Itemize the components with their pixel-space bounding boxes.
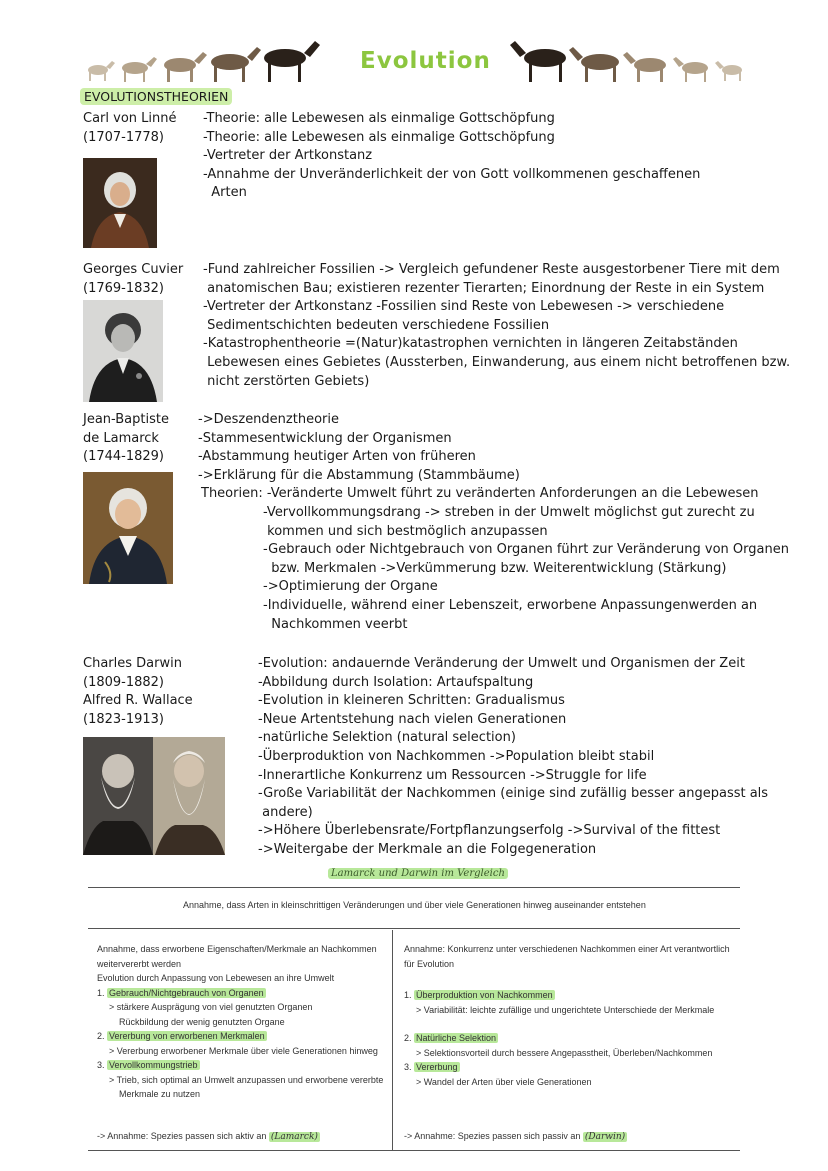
linne-text (203, 110, 700, 203)
text-line: -Gebrauch oder Nichtgebrauch von Organen führt zur Veränderung von Organen (263, 542, 789, 558)
darwin-wallace-portrait (83, 737, 225, 855)
text-line: Sedimentschichten bedeuten verschiedene Fossilien (203, 317, 550, 333)
lamarck-name: Jean-Baptiste de Lamarck (1744-1829) (83, 412, 169, 465)
text-line: -Neue Artentstehung nach vielen Generationen (258, 711, 567, 727)
text-line: > Variabilität: leichte zufällige und ungerichtete Unterschiede der Merkmale (416, 1004, 715, 1015)
text-line: > Selektionsvorteil durch bessere Angepasstheit, Überleben/Nachkommen (416, 1047, 713, 1058)
text-line: -Theorie: alle Lebewesen als einmalige Gottschöpfung (203, 129, 555, 145)
horses-right-illustration (510, 36, 750, 86)
text-line: Theorien: -Veränderte Umwelt führt zu veränderten Anforderungen an die Lebewesen (201, 486, 759, 502)
text-line: anatomischen Bau; existieren rezenter Tierarten; Einordnung der Reste in ein System (203, 280, 765, 296)
darwin-column (404, 942, 730, 971)
text-line: -Vertreter der Artkonstanz (203, 148, 373, 164)
text-line: -Fund zahlreicher Fossilien -> Vergleich gefundener Reste ausgestorbener Tiere mit dem (203, 262, 780, 277)
text-line: -Theorie: alle Lebewesen als einmalige Gottschöpfung (203, 111, 555, 126)
text-line: Rückbildung der wenig genutzten Organe (119, 1016, 285, 1027)
cuvier-portrait (83, 300, 163, 402)
text-line: für Evolution (404, 958, 455, 969)
text-line: Arten (203, 185, 247, 201)
text-line: Nachkommen veerbt (263, 616, 408, 632)
linne-name: Carl von Linné (1707-1778) (83, 111, 177, 145)
cuvier-text (203, 261, 790, 391)
section-label: EVOLUTIONSTHEORIEN (80, 88, 232, 105)
comparison-title: Lamarck und Darwin im Vergleich (328, 868, 508, 879)
text-line: ->Höhere Überlebensrate/Fortpflanzungserfolg ->Survival of the fittest (258, 823, 721, 839)
text-line: -Innerartliche Konkurrenz um Ressourcen ->Struggle for life (258, 767, 647, 783)
lamarck-conclusion: -> Annahme: Spezies passen sich aktiv an (Lamarck) (97, 1131, 318, 1142)
text-line: -Katastrophentheorie =(Natur)katastrophen vernichten in längeren Zeitabständen (203, 336, 738, 352)
text-line: Lebewesen eines Gebietes (Aussterben, Einwanderung, aus einem nicht betroffenen bzw. (203, 354, 791, 370)
column-divider (392, 930, 393, 1150)
text-line: -Abbildung durch Isolation: Artaufspaltung (258, 674, 534, 690)
common-assumption: Annahme, dass Arten in kleinschrittigen Veränderungen und über viele Generationen hinweg auseinander entstehen (183, 900, 646, 910)
text-line: > Trieb, sich optimal an Umwelt anzupassen und erworbene vererbte (109, 1074, 384, 1085)
cuvier-name: Georges Cuvier (1769-1832) (83, 262, 184, 296)
text-line: > stärkere Ausprägung von viel genutzten Organen (109, 1002, 313, 1012)
lamarck-text (198, 411, 759, 504)
text-line: nicht zerstörten Gebiets) (203, 373, 370, 389)
text-line: ->Deszendenztheorie (198, 412, 339, 427)
text-line: -Individuelle, während einer Lebenszeit, erworbene Anpassungenwerden an (263, 597, 758, 613)
text-line: -Abstammung heutiger Arten von früheren (198, 449, 476, 465)
horses-left-illustration (80, 36, 320, 86)
text-line: Annahme, dass erworbene Eigenschaften/Merkmale an Nachkommen (97, 944, 377, 954)
lamarck-portrait (83, 472, 173, 584)
darwin-conclusion: -> Annahme: Spezies passen sich passiv an (Darwin) (404, 1131, 626, 1142)
text-line: weitervererbt werden (97, 958, 182, 969)
darwin-points (404, 988, 714, 1089)
page-title: Evolution (360, 48, 491, 74)
text-line: kommen und sich bestmöglich anzupassen (263, 523, 548, 539)
text-line: -natürliche Selektion (natural selection) (258, 730, 516, 746)
divider (88, 1150, 740, 1151)
text-line: -Große Variabilität der Nachkommen (einige sind zufällig besser angepasst als (258, 786, 769, 802)
text-line: > Wandel der Arten über viele Generationen (416, 1076, 592, 1087)
lamarck-column (97, 942, 383, 1102)
text-line: andere) (258, 804, 313, 820)
text-line: > Vererbung erworbener Merkmale über viele Generationen hinweg (109, 1045, 378, 1056)
text-line: ->Erklärung für die Abstammung (Stammbäume) (198, 467, 520, 483)
text-line: ->Weitergabe der Merkmale an die Folgegeneration (258, 841, 597, 857)
list-item: 1. Gebrauch/Nichtgebrauch von Organen (97, 987, 264, 998)
darwin-text (258, 655, 768, 860)
text-line: -Stammesentwicklung der Organismen (198, 430, 452, 446)
text-line: -Evolution in kleineren Schritten: Gradualismus (258, 693, 565, 709)
text-line: Evolution durch Anpassung von Lebewesen an ihre Umwelt (97, 973, 335, 983)
list-item: 3. Vererbung (404, 1062, 458, 1072)
text-line: -Vertreter der Artkonstanz -Fossilien sind Reste von Lebewesen -> verschiedene (203, 299, 725, 315)
list-item: 2. Natürliche Selektion (404, 1033, 497, 1043)
divider (88, 928, 740, 929)
list-item: 3. Vervollkommungstrieb (97, 1060, 198, 1070)
list-item: 1. Überproduktion von Nachkommen (404, 990, 553, 1000)
text-line: -Evolution: andauernde Veränderung der Umwelt und Organismen der Zeit (258, 656, 745, 671)
text-line: bzw. Merkmalen ->Verkümmerung bzw. Weiterentwicklung (Stärkung) (263, 560, 727, 576)
list-item: 2. Vererbung von erworbenen Merkmalen (97, 1031, 265, 1041)
text-line: Merkmale zu nutzen (119, 1089, 201, 1099)
text-line: ->Optimierung der Organe (263, 579, 438, 595)
divider (88, 887, 740, 888)
darwin-wallace-name: Charles Darwin (1809-1882) Alfred R. Wallace (1823-1913) (83, 656, 193, 727)
text-line: -Vervollkommungsdrang -> streben in der Umwelt möglichst gut zurecht zu (263, 505, 755, 520)
text-line: -Annahme der Unveränderlichkeit der von Gott vollkommenen geschaffenen (203, 166, 701, 182)
text-line: Annahme: Konkurrenz unter verschiedenen Nachkommen einer Art verantwortlich (404, 944, 730, 954)
text-line: -Überproduktion von Nachkommen ->Population bleibt stabil (258, 748, 655, 764)
linne-portrait (83, 158, 157, 248)
lamarck-theories (263, 504, 789, 634)
